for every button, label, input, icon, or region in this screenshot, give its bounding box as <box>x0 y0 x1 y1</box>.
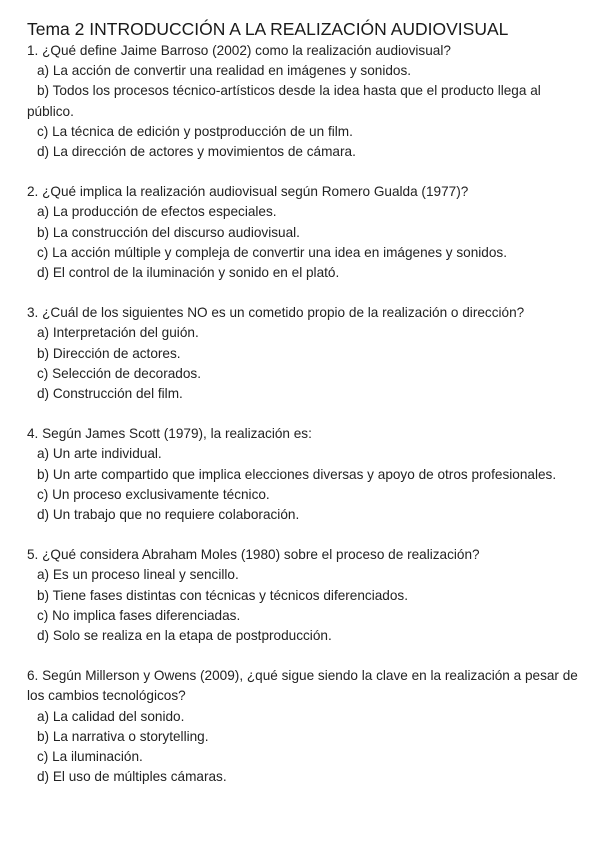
option-d: d) El control de la iluminación y sonido en el plató. <box>37 265 340 281</box>
option-c: c) La iluminación. <box>37 749 143 765</box>
option-a: a) La producción de efectos especiales. <box>37 204 277 220</box>
option-c: c) La técnica de edición y postproducción de un film. <box>37 123 353 139</box>
option-a: a) La calidad del sonido. <box>37 708 185 724</box>
option-d: d) Un trabajo que no requiere colaboración. <box>37 507 300 523</box>
option-b: b) Un arte compartido que implica elecciones diversas y apoyo de otros profesionales. <box>37 466 557 482</box>
option-c: c) Un proceso exclusivamente técnico. <box>37 486 270 502</box>
option-b: b) Dirección de actores. <box>37 345 181 361</box>
option-d: d) Solo se realiza en la etapa de postproducción. <box>37 628 332 644</box>
option-b: b) La construcción del discurso audiovisual. <box>37 224 300 240</box>
question-text: 2. ¿Qué implica la realización audiovisual según Romero Gualda (1977)? <box>27 184 469 200</box>
option-c: c) Selección de decorados. <box>37 365 201 381</box>
question-text: 3. ¿Cuál de los siguientes NO es un cometido propio de la realización o dirección? <box>27 305 525 321</box>
question-2 <box>27 182 580 283</box>
option-d: d) La dirección de actores y movimientos de cámara. <box>37 144 356 160</box>
question-3 <box>27 303 580 404</box>
question-1 <box>27 41 580 162</box>
option-d: d) El uso de múltiples cámaras. <box>37 769 227 785</box>
option-a: a) Un arte individual. <box>37 446 162 462</box>
question-text: 5. ¿Qué considera Abraham Moles (1980) sobre el proceso de realización? <box>27 547 480 563</box>
option-b: b) La narrativa o storytelling. <box>37 728 209 744</box>
option-d: d) Construcción del film. <box>37 386 183 402</box>
option-b: b) Todos los procesos técnico-artísticos desde la idea hasta que el producto llega al público. <box>27 83 541 119</box>
question-text: 4. Según James Scott (1979), la realización es: <box>27 426 312 442</box>
question-text: 1. ¿Qué define Jaime Barroso (2002) como la realización audiovisual? <box>27 43 451 58</box>
option-a: a) Es un proceso lineal y sencillo. <box>37 567 239 583</box>
option-b: b) Tiene fases distintas con técnicas y técnicos diferenciados. <box>37 587 409 603</box>
page-title: Tema 2 INTRODUCCIÓN A LA REALIZACIÓN AUDIOVISUAL <box>27 19 509 39</box>
option-a: a) Interpretación del guión. <box>37 325 199 341</box>
option-c: c) No implica fases diferenciadas. <box>37 607 241 623</box>
option-c: c) La acción múltiple y compleja de convertir una idea en imágenes y sonidos. <box>37 244 507 260</box>
question-text: 6. Según Millerson y Owens (2009), ¿qué sigue siendo la clave en la realización a pesar de los cambios tecnológicos? <box>27 668 578 704</box>
question-6 <box>27 666 580 787</box>
question-4 <box>27 424 580 525</box>
question-5 <box>27 545 580 646</box>
option-a: a) La acción de convertir una realidad en imágenes y sonidos. <box>37 63 412 79</box>
